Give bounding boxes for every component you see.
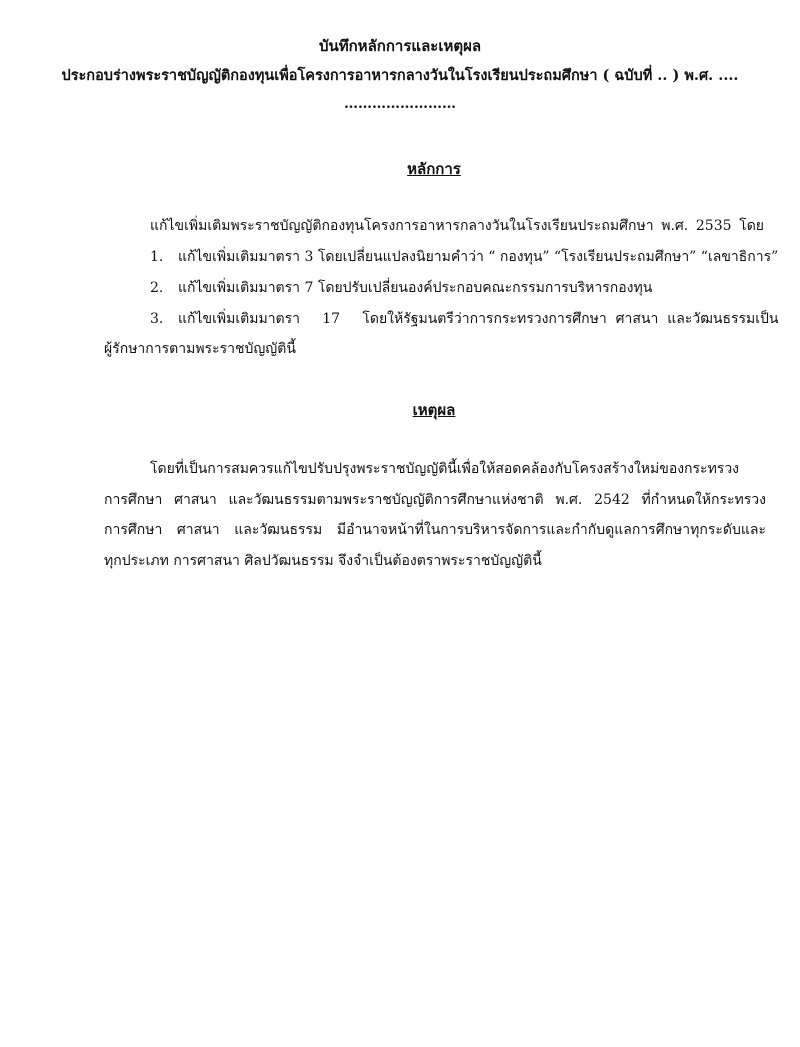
principles-item-3-continuation: ผู้รักษาการตามพระราชบัญญัตินี้ (104, 341, 296, 357)
document-subtitle: ประกอบร่างพระราชบัญญัติกองทุนเพื่อโครงการอาหารกลางวันในโรงเรียนประถมศึกษา ( ฉบับที่ .. ) พ.ศ. .... (61, 67, 739, 84)
document-dots: …………………… (344, 96, 456, 112)
item-number: 3. (150, 311, 164, 327)
item-text: แก้ไขเพิ่มเติมมาตรา 17 โดยให้รัฐมนตรีว่าการกระทรวงการศึกษา ศาสนา และวัฒนธรรมเป็น (178, 311, 779, 327)
principles-item-1 (150, 246, 800, 268)
reasons-line-4: ทุกประเภท การศาสนา ศิลปวัฒนธรรม จึงจำเป็นต้องตราพระราชบัญญัตินี้ (104, 553, 542, 569)
principles-item-3 (150, 308, 779, 330)
item-text: แก้ไขเพิ่มเติมมาตรา 7 โดยปรับเปลี่ยนองค์ประกอบคณะกรรมการบริหารกองทุน (178, 280, 653, 296)
item-number: 2. (150, 280, 164, 296)
reasons-line-1: โดยที่เป็นการสมควรแก้ไขปรับปรุงพระราชบัญญัตินี้เพื่อให้สอดคล้องกับโครงสร้างใหม่ของกระทรวง (150, 461, 740, 477)
principles-heading: หลักการ (407, 160, 461, 178)
reasons-line-3: การศึกษา ศาสนา และวัฒนธรรม มีอำนาจหน้าที่ในการบริหารจัดการและกำกับดูแลการศึกษาทุกระดับและ (104, 522, 766, 538)
document-title: บันทึกหลักการและเหตุผล (318, 37, 482, 55)
item-number: 1. (150, 249, 164, 265)
principles-intro: แก้ไขเพิ่มเติมพระราชบัญญัติกองทุนโครงการอาหารกลางวันในโรงเรียนประถมศึกษา พ.ศ. 2535 โดย (150, 218, 764, 234)
reasons-line-2: การศึกษา ศาสนา และวัฒนธรรมตามพระราชบัญญัติการศึกษาแห่งชาติ พ.ศ. 2542 ที่กำหนดให้กระทรวง (104, 492, 766, 508)
reasons-heading: เหตุผล (412, 401, 456, 419)
item-text: แก้ไขเพิ่มเติมมาตรา 3 โดยเปลี่ยนแปลงนิยามคำว่า “ กองทุน” “โรงเรียนประถมศึกษา” “เลขาธิการ” (178, 249, 779, 265)
principles-item-2 (150, 277, 800, 299)
